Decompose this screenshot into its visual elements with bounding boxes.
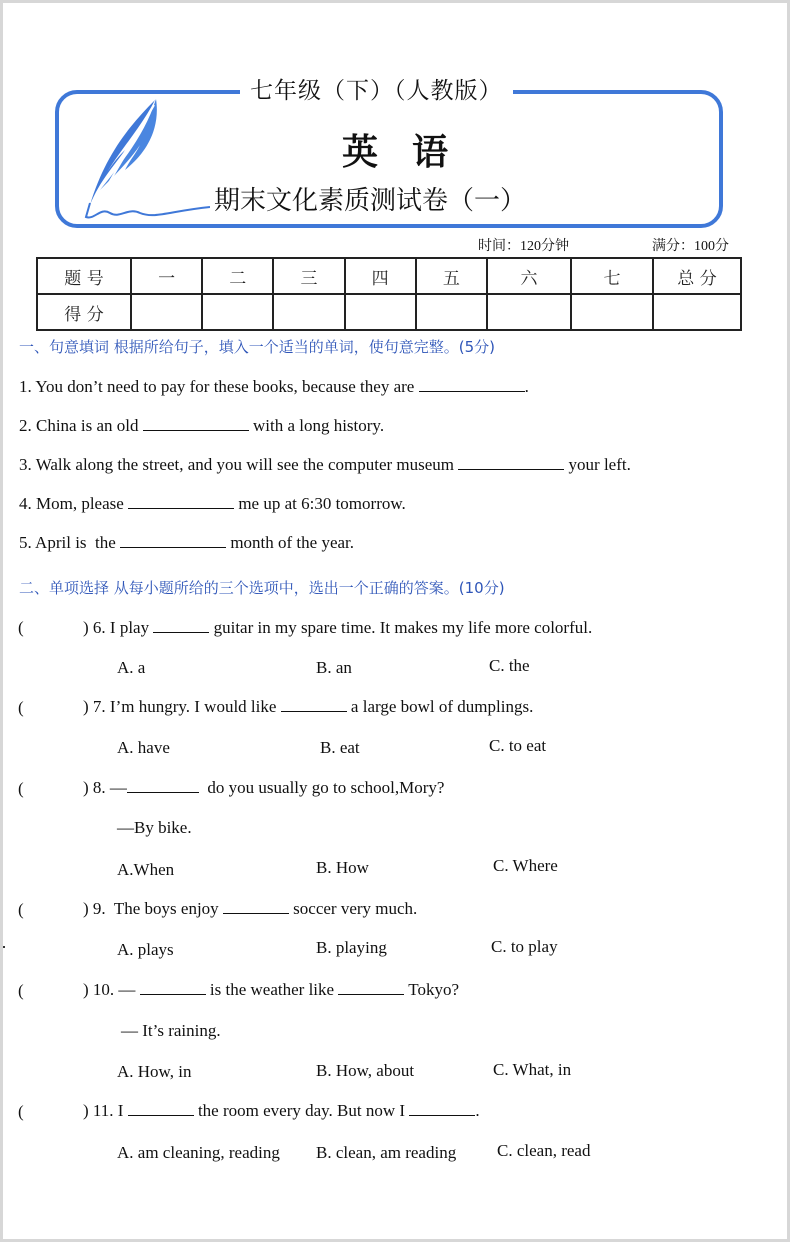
question-item — [19, 416, 384, 436]
option-b: B. eat — [320, 738, 360, 757]
section-heading: 一、句意填词 根据所给句子，填入一个适当的单词，使句意完整。(5分) — [19, 338, 496, 356]
column-header: 七 — [571, 258, 653, 294]
answer-blank — [223, 899, 289, 914]
answer-blank[interactable] — [143, 416, 249, 431]
question-text: ) 10. — — [83, 980, 140, 999]
question-item — [83, 980, 459, 1000]
score-cell[interactable] — [131, 294, 202, 330]
score-cell[interactable] — [653, 294, 741, 330]
option-c: C. to play — [491, 937, 558, 956]
option-a: A. How, in — [117, 1062, 192, 1081]
option-b: B. playing — [316, 938, 387, 957]
question-text: 4. Mom, please — [19, 494, 129, 513]
question-text: the room every day. But now I — [193, 1101, 410, 1120]
row-label: 题 号 — [37, 258, 131, 294]
section-heading: 二、单项选择 从每小题所给的三个选项中，选出一个正确的答案。(10分) — [19, 579, 505, 597]
question-text: ) 11. I — [83, 1101, 128, 1120]
question-text: your left. — [564, 455, 631, 474]
question-text: guitar in my spare time. It makes my life more colorful. — [209, 618, 593, 637]
grade-title: 七年级（下）（人教版） — [240, 72, 513, 110]
question-text: ) 8. — — [83, 778, 127, 797]
score-cell[interactable] — [345, 294, 416, 330]
exam-title: 期末文化素质测试卷（一） — [210, 180, 530, 222]
answer-blank — [127, 778, 199, 793]
column-header: 五 — [416, 258, 487, 294]
score-cell[interactable] — [571, 294, 653, 330]
question-item — [19, 455, 631, 475]
question-item — [83, 697, 533, 717]
option-a: A. plays — [117, 940, 174, 959]
answer-paren[interactable]: ( — [18, 1102, 24, 1121]
column-header: 一 — [131, 258, 202, 294]
answer-paren[interactable]: ( — [18, 618, 24, 637]
score-cell[interactable] — [416, 294, 487, 330]
option-b: B. clean, am reading — [316, 1143, 457, 1162]
answer-blank — [140, 980, 206, 995]
option-c: C. clean, read — [497, 1141, 591, 1160]
answer-blank — [409, 1101, 475, 1116]
question-text: 5. April is the — [19, 533, 121, 552]
question-text: a large bowl of dumplings. — [346, 697, 534, 716]
answer-paren[interactable]: ( — [18, 698, 24, 717]
answer-blank — [153, 618, 209, 633]
question-item — [19, 377, 529, 397]
question-text: with a long history. — [248, 416, 385, 435]
option-b: B. How, about — [316, 1061, 415, 1080]
reply-text: —By bike. — [117, 818, 192, 837]
question-text: 1. You don’t need to pay for these books, because they are — [19, 377, 419, 396]
question-text: 2. China is an old — [19, 416, 143, 435]
question-item — [83, 618, 592, 638]
option-b: B. How — [316, 858, 369, 877]
question-item — [19, 533, 354, 553]
option-c: C. to eat — [489, 736, 547, 755]
column-header: 三 — [273, 258, 344, 294]
question-text: ) 6. I play — [83, 618, 154, 637]
question-text: Tokyo? — [404, 980, 460, 999]
answer-blank — [338, 980, 404, 995]
score-cell[interactable] — [273, 294, 344, 330]
answer-blank — [281, 697, 347, 712]
answer-paren[interactable]: ( — [18, 981, 24, 1000]
question-text: month of the year. — [226, 533, 355, 552]
question-text: 3. Walk along the street, and you will see the computer museum — [19, 455, 459, 474]
question-item — [83, 778, 444, 798]
answer-blank[interactable] — [458, 455, 564, 470]
row-label: 得 分 — [37, 294, 131, 330]
full-score: 满分：100分 — [652, 239, 729, 254]
column-header: 二 — [202, 258, 273, 294]
option-a: A. a — [117, 658, 146, 677]
question-text: soccer very much. — [288, 899, 418, 918]
question-text: is the weather like — [205, 980, 339, 999]
question-item — [83, 1101, 480, 1121]
score-cell[interactable] — [487, 294, 571, 330]
score-cell[interactable] — [202, 294, 273, 330]
score-table — [36, 257, 742, 331]
scan-speck — [3, 946, 5, 948]
reply-text: — It’s raining. — [121, 1021, 221, 1040]
option-b: B. an — [316, 658, 352, 677]
option-c: C. What, in — [493, 1060, 572, 1079]
answer-blank — [128, 1101, 194, 1116]
option-a: A. am cleaning, reading — [117, 1143, 280, 1162]
option-c: C. the — [489, 656, 530, 675]
question-text: do you usually go to school,Mory? — [198, 778, 445, 797]
answer-blank[interactable] — [419, 377, 525, 392]
answer-blank[interactable] — [128, 494, 234, 509]
option-a: A.When — [117, 860, 175, 879]
question-item — [83, 899, 417, 919]
question-text: ) 9. The boys enjoy — [83, 899, 223, 918]
answer-paren[interactable]: ( — [18, 779, 24, 798]
answer-paren[interactable]: ( — [18, 900, 24, 919]
score-table-score-row — [37, 294, 741, 330]
answer-blank[interactable] — [120, 533, 226, 548]
question-item — [19, 494, 406, 514]
option-a: A. have — [117, 738, 170, 757]
question-text: . — [524, 377, 529, 396]
score-table-header-row — [37, 258, 741, 294]
question-text: me up at 6:30 tomorrow. — [234, 494, 406, 513]
time-limit: 时间：120分钟 — [478, 239, 569, 254]
column-header: 六 — [487, 258, 571, 294]
subject-title: 英语 — [341, 132, 482, 173]
option-c: C. Where — [493, 856, 558, 875]
column-header: 四 — [345, 258, 416, 294]
column-header: 总 分 — [653, 258, 741, 294]
question-text: . — [475, 1101, 480, 1120]
question-text: ) 7. I’m hungry. I would like — [83, 697, 281, 716]
